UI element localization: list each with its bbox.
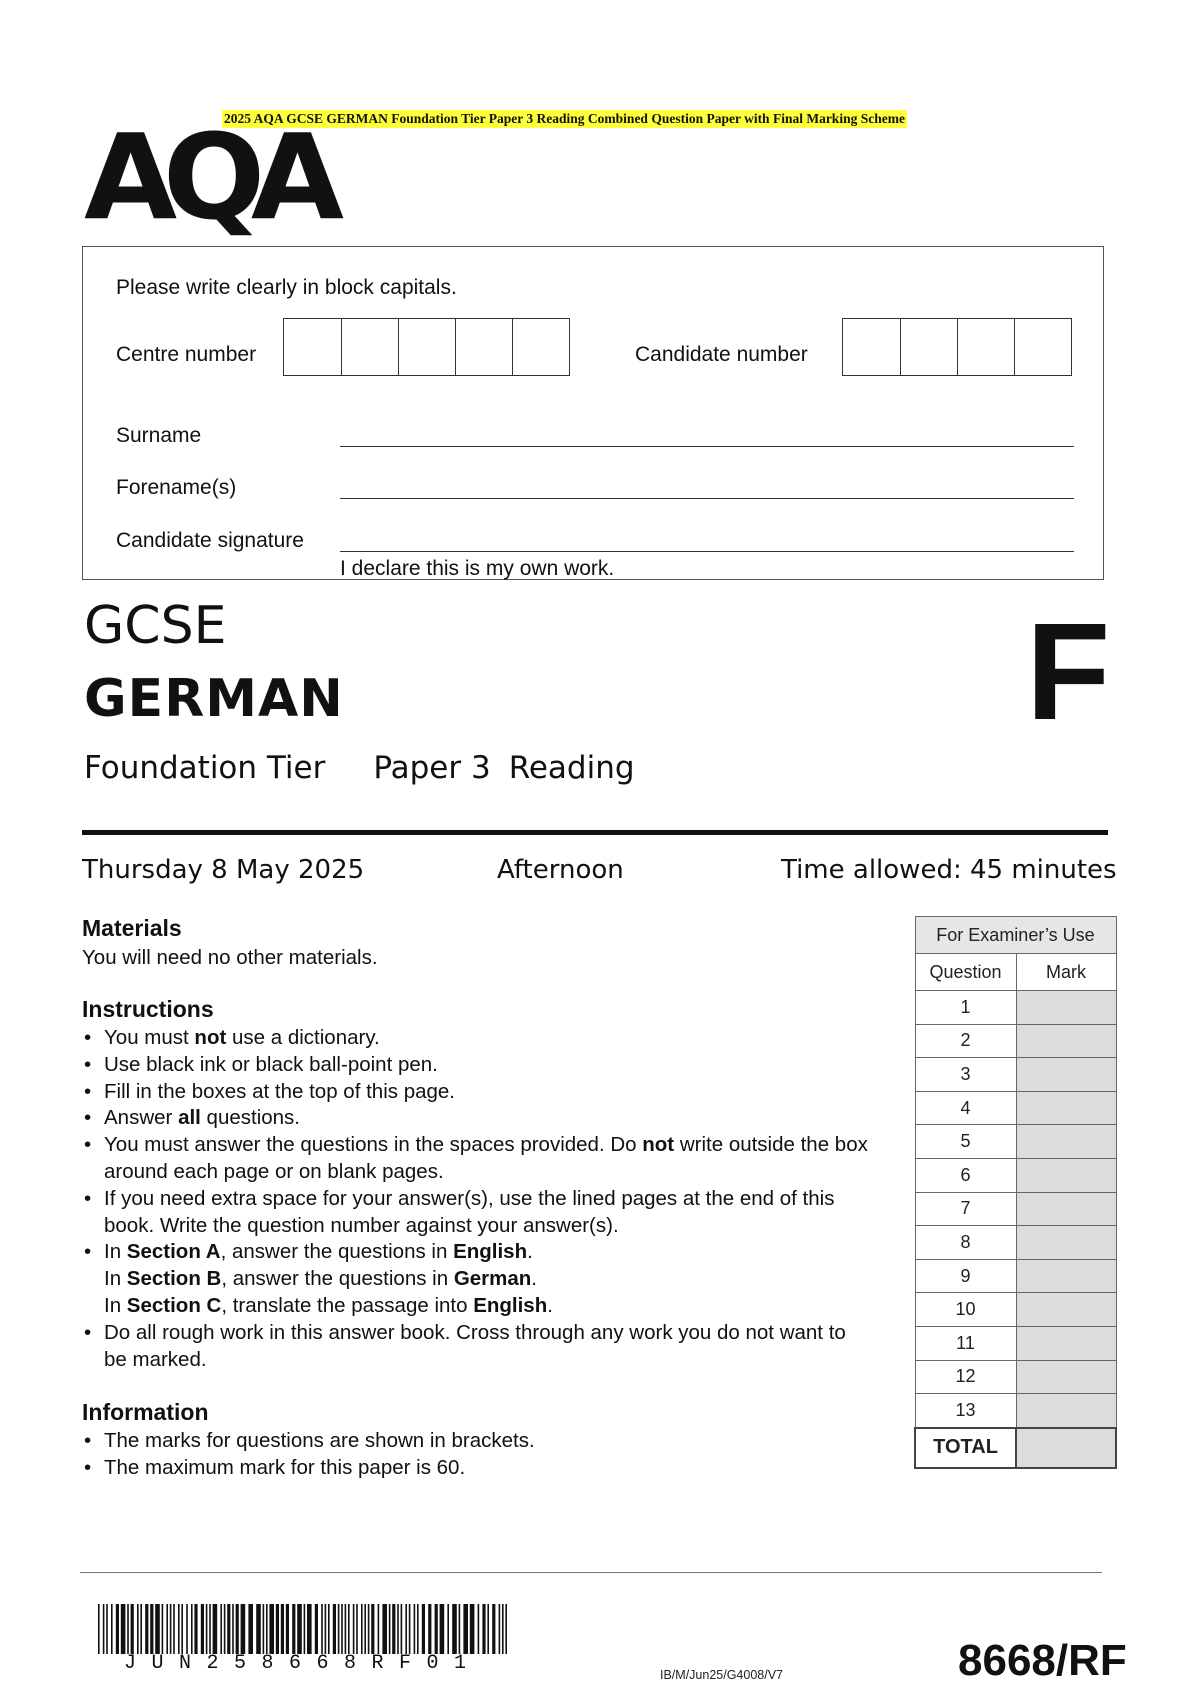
signature-label: Candidate signature xyxy=(116,529,304,552)
barcode-bar xyxy=(478,1604,480,1654)
barcode-bar xyxy=(364,1604,366,1654)
instructions-heading: Instructions xyxy=(82,996,214,1022)
surname-field[interactable] xyxy=(340,446,1074,447)
barcode-bar xyxy=(382,1604,387,1654)
barcode-bar xyxy=(452,1604,457,1654)
front-cover-instructions xyxy=(82,915,872,1482)
mark-column-header: Mark xyxy=(1016,954,1116,991)
question-number: 8 xyxy=(915,1226,1016,1260)
barcode-text: JUN258668RF01 xyxy=(124,1652,482,1675)
forename-field[interactable] xyxy=(340,498,1074,499)
tier-name: Foundation Tier xyxy=(84,750,326,786)
centre-digit-box[interactable] xyxy=(341,319,398,375)
centre-digit-box[interactable] xyxy=(512,319,569,375)
materials-text: You will need no other materials. xyxy=(82,946,378,969)
centre-digit-box[interactable] xyxy=(398,319,455,375)
barcode-bar xyxy=(447,1604,449,1654)
surname-label: Surname xyxy=(116,424,202,447)
exam-date: Thursday 8 May 2025 xyxy=(82,855,365,885)
barcode-bar xyxy=(186,1604,188,1654)
barcode-bar xyxy=(103,1604,105,1654)
barcode-bar xyxy=(111,1604,113,1654)
qualification-title: GCSE xyxy=(84,596,227,656)
barcode-bar xyxy=(428,1604,431,1654)
question-number: 4 xyxy=(915,1091,1016,1125)
barcode-bar xyxy=(155,1604,160,1654)
mark-cell xyxy=(1016,1293,1116,1327)
barcode-bar xyxy=(173,1604,175,1654)
mark-cell xyxy=(1016,1192,1116,1226)
barcode-image xyxy=(98,1604,510,1654)
information-item: • The maximum mark for this paper is 60. xyxy=(82,1455,872,1482)
instruction-item: • Answer all questions. xyxy=(82,1105,872,1132)
barcode-bar xyxy=(405,1604,407,1654)
barcode-bar xyxy=(98,1604,100,1654)
barcode-bar xyxy=(224,1604,226,1654)
subject-title: GERMAN xyxy=(84,669,344,729)
barcode-bar xyxy=(417,1604,419,1654)
candidate-number-label: Candidate number xyxy=(635,343,808,366)
tier-letter: F xyxy=(1026,595,1111,749)
centre-digit-box[interactable] xyxy=(284,319,341,375)
centre-number-field[interactable] xyxy=(283,318,570,376)
barcode-bar xyxy=(435,1604,438,1654)
barcode-bar xyxy=(140,1604,142,1654)
barcode-bar xyxy=(397,1604,399,1654)
barcode-bar xyxy=(263,1604,265,1654)
barcode-bar xyxy=(356,1604,358,1654)
barcode-bar xyxy=(389,1604,391,1654)
barcode-bar xyxy=(248,1604,253,1654)
barcode-bar xyxy=(371,1604,374,1654)
barcode-bar xyxy=(191,1604,193,1654)
barcode-bar xyxy=(499,1604,501,1654)
exam-session: Afternoon xyxy=(497,855,624,885)
barcode-bar xyxy=(137,1604,139,1654)
forename-label: Forename(s) xyxy=(116,476,237,499)
question-number: 6 xyxy=(915,1158,1016,1192)
barcode-bar xyxy=(353,1604,355,1654)
barcode-bar xyxy=(414,1604,416,1654)
barcode-bar xyxy=(131,1604,134,1654)
barcode-bar xyxy=(181,1604,183,1654)
candidate-digit-box[interactable] xyxy=(843,319,900,375)
barcode-bar xyxy=(361,1604,363,1654)
mark-cell xyxy=(1016,991,1116,1025)
barcode-bar xyxy=(325,1604,327,1654)
barcode-bar xyxy=(440,1604,445,1654)
barcode-bar xyxy=(236,1604,239,1654)
question-number: 3 xyxy=(915,1058,1016,1092)
instruction-item: • If you need extra space for your answer(s), use the lined pages at the end of this book. Write the question number against your answer(s). xyxy=(82,1186,872,1240)
barcode-bar xyxy=(409,1604,411,1654)
barcode-bar xyxy=(150,1604,153,1654)
paper-code: 8668/RF xyxy=(958,1636,1127,1685)
barcode-bar xyxy=(121,1604,126,1654)
barcode-bar xyxy=(281,1604,284,1654)
candidate-number-field[interactable] xyxy=(842,318,1072,376)
total-label: TOTAL xyxy=(915,1428,1016,1468)
barcode-bar xyxy=(201,1604,204,1654)
question-number: 7 xyxy=(915,1192,1016,1226)
barcode-bar xyxy=(292,1604,295,1654)
barcode-bar xyxy=(502,1604,504,1654)
barcode-bar xyxy=(241,1604,246,1654)
barcode-bar xyxy=(368,1604,370,1654)
mark-cell xyxy=(1016,1394,1116,1428)
candidate-digit-box[interactable] xyxy=(1014,319,1071,375)
instructions-list xyxy=(82,1025,872,1373)
barcode-bar xyxy=(209,1604,211,1654)
mark-cell xyxy=(1016,1125,1116,1159)
time-allowed: Time allowed: 45 minutes xyxy=(781,855,1117,885)
question-number: 2 xyxy=(915,1024,1016,1058)
footer-rule xyxy=(80,1572,1102,1573)
barcode-bar xyxy=(127,1604,129,1654)
mark-cell xyxy=(1016,1326,1116,1360)
information-list xyxy=(82,1428,872,1482)
barcode-bar xyxy=(286,1604,289,1654)
barcode-bar xyxy=(116,1604,119,1654)
signature-field[interactable] xyxy=(340,551,1074,552)
barcode-bar xyxy=(269,1604,274,1654)
barcode-bar xyxy=(487,1604,489,1654)
barcode-bar xyxy=(170,1604,172,1654)
barcode-bar xyxy=(505,1604,507,1654)
barcode-bar xyxy=(482,1604,485,1654)
barcode-bar xyxy=(166,1604,168,1654)
question-number: 9 xyxy=(915,1259,1016,1293)
question-number: 10 xyxy=(915,1293,1016,1327)
barcode-bar xyxy=(256,1604,261,1654)
barcode-bar xyxy=(401,1604,403,1654)
instruction-item: • In Section A, answer the questions in English. In Section B, answer the questions in German. In Section C, translate the passage into English. xyxy=(82,1239,872,1319)
instruction-item: • You must answer the questions in the spaces provided. Do not write outside the box around each page or on blank pages. xyxy=(82,1132,872,1186)
instruction-item: • Do all rough work in this answer book. Cross through any work you do not want to be marked. xyxy=(82,1320,872,1374)
mark-cell xyxy=(1016,1058,1116,1092)
barcode-bar xyxy=(194,1604,197,1654)
barcode-bar xyxy=(422,1604,425,1654)
barcode-bar xyxy=(227,1604,230,1654)
barcode-bar xyxy=(162,1604,164,1654)
question-number: 11 xyxy=(915,1326,1016,1360)
question-column-header: Question xyxy=(915,954,1016,991)
question-number: 5 xyxy=(915,1125,1016,1159)
title-banner: 2025 AQA GCSE GERMAN Foundation Tier Paper 3 Reading Combined Question Paper with Final Marking Scheme xyxy=(224,111,905,126)
barcode-bar xyxy=(276,1604,279,1654)
candidate-digit-box[interactable] xyxy=(900,319,957,375)
barcode-bar xyxy=(145,1604,148,1654)
barcode-bar xyxy=(492,1604,495,1654)
barcode-bar xyxy=(328,1604,330,1654)
instruction-item: • You must not use a dictionary. xyxy=(82,1025,872,1052)
question-number: 13 xyxy=(915,1394,1016,1428)
barcode-bar xyxy=(106,1604,108,1654)
question-number: 1 xyxy=(915,991,1016,1025)
paper-component: Reading xyxy=(508,750,635,786)
mark-cell xyxy=(1016,1024,1116,1058)
title-rule xyxy=(82,830,1108,835)
barcode-bar xyxy=(206,1604,208,1654)
instruction-item: • Fill in the boxes at the top of this page. xyxy=(82,1079,872,1106)
barcode-bar xyxy=(392,1604,395,1654)
centre-digit-box[interactable] xyxy=(455,319,512,375)
mark-cell xyxy=(1016,1091,1116,1125)
barcode-bar xyxy=(321,1604,323,1654)
barcode-bar xyxy=(297,1604,302,1654)
barcode-bar xyxy=(345,1604,347,1654)
barcode-bar xyxy=(304,1604,306,1654)
barcode-bar xyxy=(266,1604,268,1654)
barcode-bar xyxy=(178,1604,180,1654)
materials-heading: Materials xyxy=(82,915,182,941)
aqa-logo: AQA xyxy=(84,108,330,246)
information-heading: Information xyxy=(82,1399,209,1426)
barcode-bar xyxy=(213,1604,218,1654)
question-number: 12 xyxy=(915,1360,1016,1394)
document-reference: IB/M/Jun25/G4008/V7 xyxy=(660,1668,783,1682)
barcode-bar xyxy=(333,1604,336,1654)
candidate-digit-box[interactable] xyxy=(957,319,1014,375)
barcode-bar xyxy=(463,1604,468,1654)
instruction-item: • Use black ink or black ball-point pen. xyxy=(82,1052,872,1079)
examiner-table-title: For Examiner’s Use xyxy=(915,917,1116,954)
barcode-bar xyxy=(232,1604,234,1654)
barcode-bar xyxy=(341,1604,343,1654)
barcode-bar xyxy=(470,1604,475,1654)
tier-paper-line xyxy=(84,750,635,786)
mark-cell xyxy=(1016,1226,1116,1260)
paper-number: Paper 3 xyxy=(373,750,491,786)
barcode-bar xyxy=(348,1604,350,1654)
mark-cell xyxy=(1016,1158,1116,1192)
barcode-bar xyxy=(307,1604,312,1654)
centre-number-label: Centre number xyxy=(116,343,257,366)
declaration-text: I declare this is my own work. xyxy=(340,557,615,580)
barcode-bar xyxy=(378,1604,380,1654)
barcode-bar xyxy=(459,1604,461,1654)
barcode-bar xyxy=(315,1604,318,1654)
mark-cell xyxy=(1016,1360,1116,1394)
barcode-bar xyxy=(220,1604,222,1654)
information-item: • The marks for questions are shown in brackets. xyxy=(82,1428,872,1455)
examiner-use-table xyxy=(914,916,1117,1469)
block-capitals-instruction: Please write clearly in block capitals. xyxy=(116,276,457,299)
mark-cell xyxy=(1016,1259,1116,1293)
barcode-bar xyxy=(338,1604,340,1654)
total-mark-cell xyxy=(1016,1428,1116,1468)
